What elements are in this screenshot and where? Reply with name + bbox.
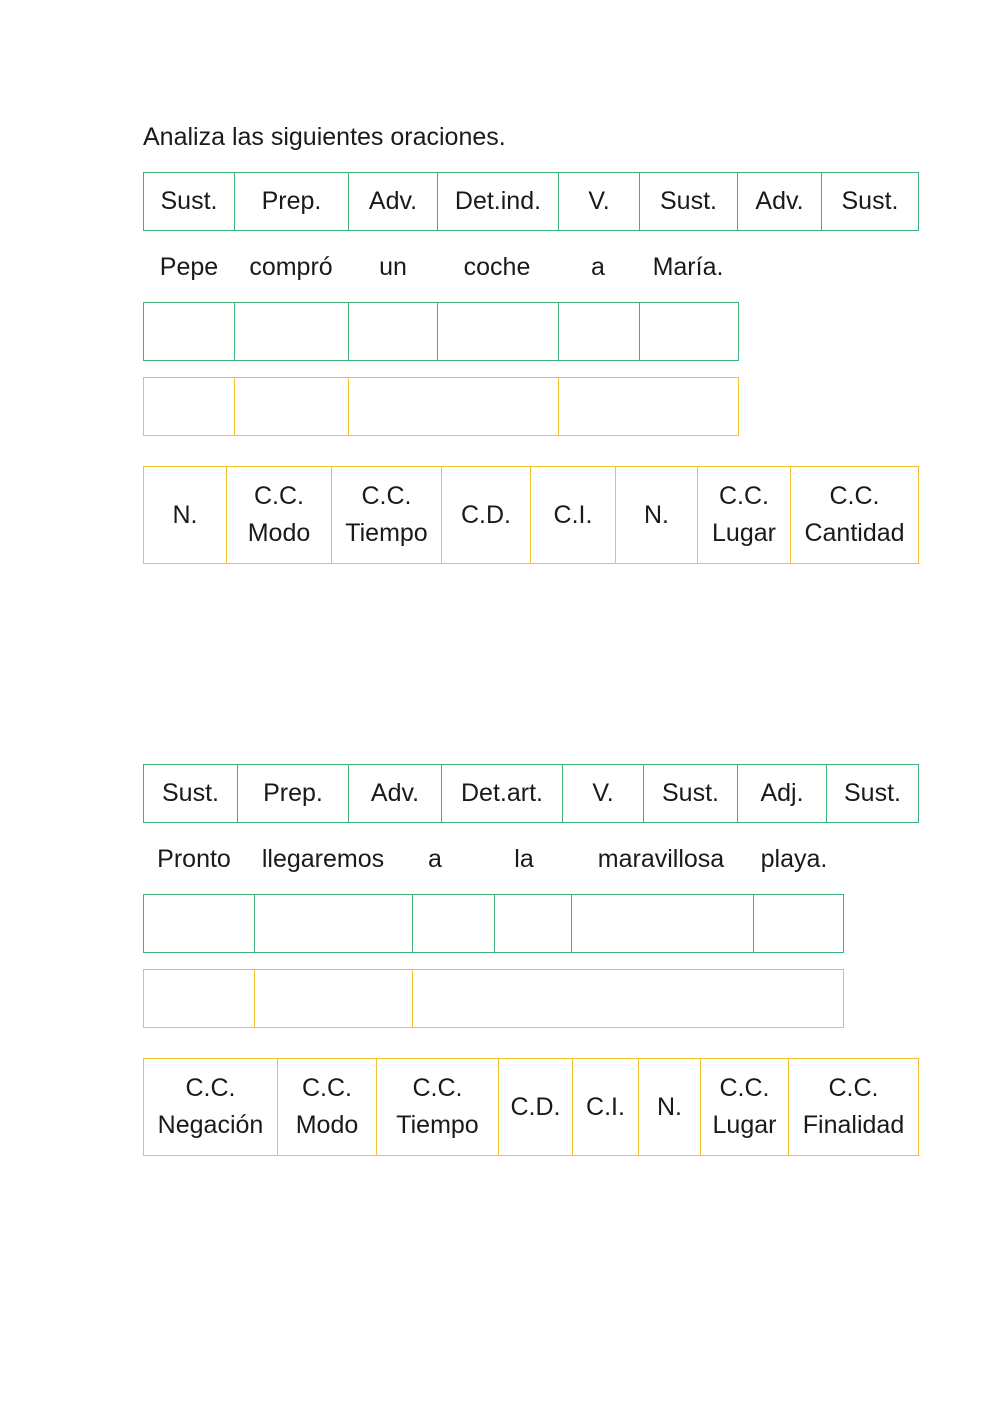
word-class-drop-slot[interactable] <box>144 895 255 953</box>
word-class-option[interactable]: Adv. <box>738 173 822 231</box>
function-bank-1 <box>143 466 919 564</box>
sentence-word: a <box>591 253 605 281</box>
word-class-drop-slot[interactable] <box>144 303 235 361</box>
word-class-drop-slot[interactable] <box>349 303 438 361</box>
function-option[interactable]: N. <box>639 1059 701 1156</box>
function-option[interactable]: N. <box>144 467 227 564</box>
function-option[interactable]: C.C. Lugar <box>698 467 791 564</box>
word-class-answer-row-2 <box>143 894 844 953</box>
function-option[interactable]: C.C. Tiempo <box>332 467 442 564</box>
word-class-option[interactable]: Adj. <box>738 765 827 823</box>
word-class-option[interactable]: Sust. <box>827 765 919 823</box>
function-drop-slot[interactable] <box>144 970 255 1028</box>
sentence-word: compró <box>249 253 333 281</box>
function-option[interactable]: C.I. <box>531 467 616 564</box>
sentence-word: a <box>428 845 442 873</box>
word-class-drop-slot[interactable] <box>754 895 844 953</box>
sentence-word: llegaremos <box>261 845 385 873</box>
word-class-drop-slot[interactable] <box>495 895 572 953</box>
word-class-option[interactable]: Sust. <box>144 765 238 823</box>
word-class-option[interactable]: Sust. <box>822 173 919 231</box>
word-class-option[interactable]: Prep. <box>238 765 349 823</box>
sentence-word: coche <box>463 253 531 281</box>
function-drop-slot[interactable] <box>349 378 559 436</box>
function-option[interactable]: C.C. Modo <box>278 1059 377 1156</box>
function-answer-row-2 <box>143 969 844 1028</box>
sentence-word: Pronto <box>157 845 231 873</box>
word-class-option[interactable]: Sust. <box>644 765 738 823</box>
function-option[interactable]: C.C. Negación <box>144 1059 278 1156</box>
word-class-option[interactable]: Sust. <box>144 173 235 231</box>
sentence-word: un <box>379 253 407 281</box>
word-class-bank-1 <box>143 172 919 231</box>
word-class-option[interactable]: Det.art. <box>442 765 563 823</box>
word-class-bank-2 <box>143 764 919 823</box>
function-option[interactable]: C.D. <box>442 467 531 564</box>
function-option[interactable]: C.I. <box>573 1059 639 1156</box>
sentence-word: la <box>514 845 534 873</box>
word-class-drop-slot[interactable] <box>438 303 559 361</box>
function-drop-slot[interactable] <box>559 378 739 436</box>
word-class-drop-slot[interactable] <box>255 895 413 953</box>
word-class-option[interactable]: Prep. <box>235 173 349 231</box>
function-option[interactable]: C.C. Tiempo <box>377 1059 499 1156</box>
function-option[interactable]: C.C. Modo <box>227 467 332 564</box>
function-drop-slot[interactable] <box>255 970 413 1028</box>
function-option[interactable]: C.C. Cantidad <box>791 467 919 564</box>
sentence-word: maravillosa <box>597 845 725 873</box>
word-class-option[interactable]: Adv. <box>349 173 438 231</box>
word-class-option[interactable]: V. <box>563 765 644 823</box>
function-option[interactable]: N. <box>616 467 698 564</box>
word-class-option[interactable]: Det.ind. <box>438 173 559 231</box>
sentence-word: Pepe <box>159 253 219 281</box>
word-class-drop-slot[interactable] <box>559 303 640 361</box>
function-option[interactable]: C.D. <box>499 1059 573 1156</box>
sentence-word: María. <box>652 253 724 281</box>
word-class-answer-row-1 <box>143 302 739 361</box>
word-class-drop-slot[interactable] <box>640 303 739 361</box>
word-class-option[interactable]: Sust. <box>640 173 738 231</box>
function-drop-slot[interactable] <box>235 378 349 436</box>
function-option[interactable]: C.C. Lugar <box>701 1059 789 1156</box>
word-class-drop-slot[interactable] <box>235 303 349 361</box>
function-answer-row-1 <box>143 377 739 436</box>
word-class-drop-slot[interactable] <box>572 895 754 953</box>
function-drop-slot[interactable] <box>413 970 844 1028</box>
function-bank-2 <box>143 1058 919 1156</box>
instruction-title: Analiza las siguientes oraciones. <box>143 123 506 151</box>
word-class-drop-slot[interactable] <box>413 895 495 953</box>
word-class-option[interactable]: Adv. <box>349 765 442 823</box>
sentence-word: playa. <box>760 845 828 873</box>
word-class-option[interactable]: V. <box>559 173 640 231</box>
function-option[interactable]: C.C. Finalidad <box>789 1059 919 1156</box>
function-drop-slot[interactable] <box>144 378 235 436</box>
